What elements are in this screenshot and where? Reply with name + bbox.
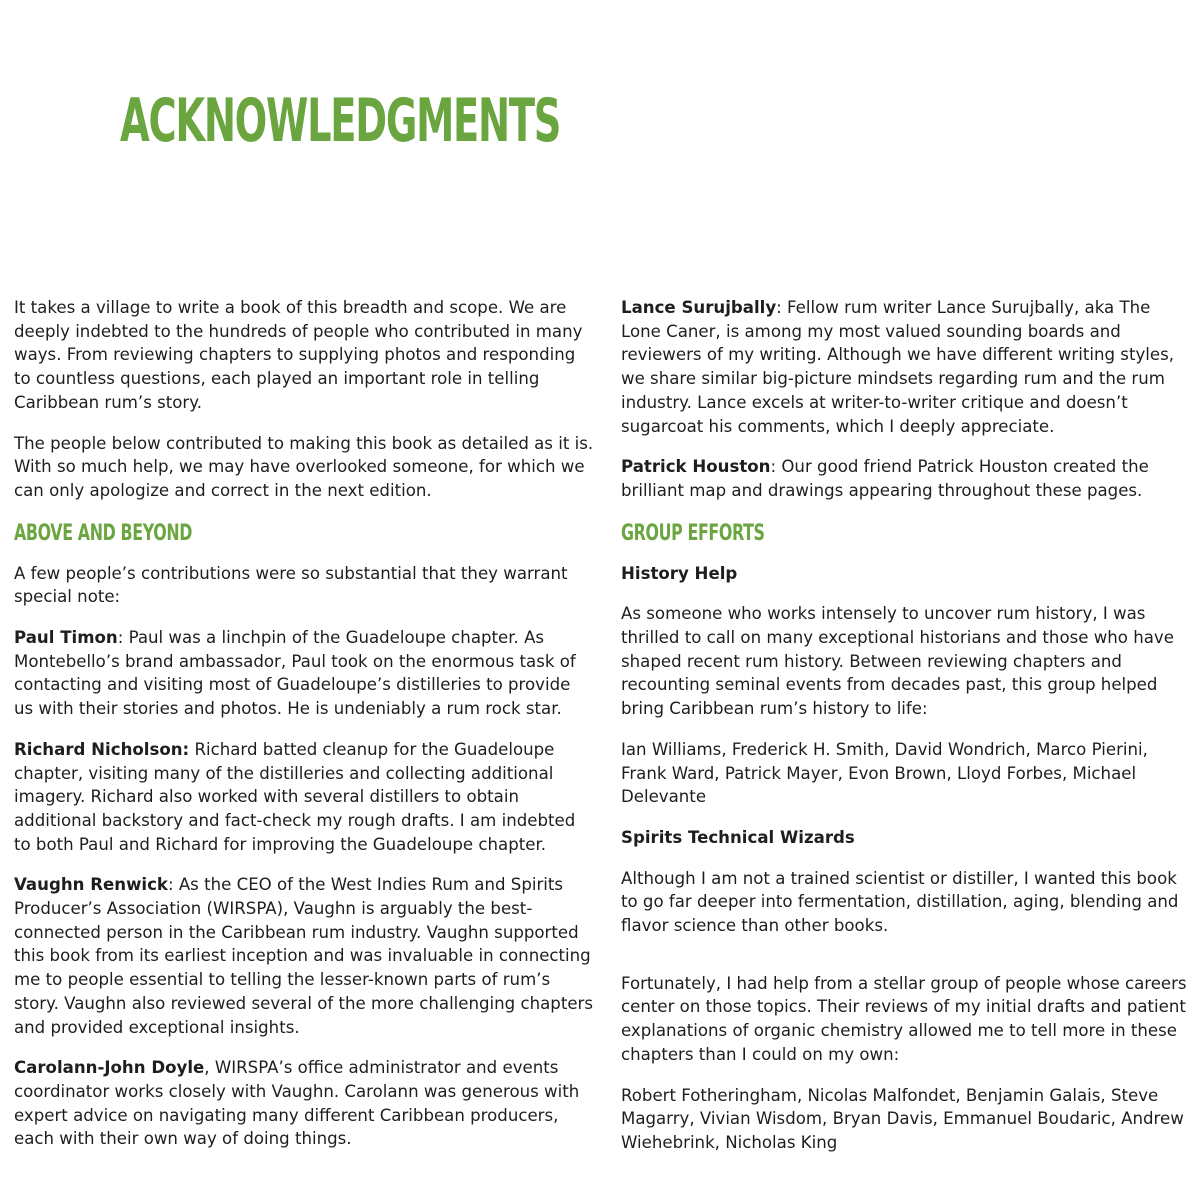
intro-paragraph: It takes a village to write a book of this breadth and scope. We are deeply indebted to the hundreds of people who contributed in many ways. From reviewing chapters to supplying photos and responding to countless questions, each played an important role in telling Caribbean rum’s story. [14, 298, 583, 412]
entry-name: Vaughn Renwick [14, 875, 168, 895]
entry-text: : Paul was a linchpin of the Guadeloupe chapter. As Montebello’s brand ambassador, Paul took on the enormous task of contacting and visiting most of Guadeloupe’s distilleries to provide us with their stories and photos. He is undeniably a rum rock star. [14, 628, 576, 719]
section-intro: A few people’s contributions were so substantial that they warrant special note: [14, 563, 568, 607]
entry-name: Lance Surujbally [621, 298, 777, 317]
entry-vaughn-renwick [14, 873, 594, 1039]
history-paragraph: As someone who works intensely to uncover rum history, I was thrilled to call on many exceptional historians and those who have shaped recent rum history. Between reviewing chapters and recounting seminal events from decades past, this group helped bring Caribbean rum’s history to life: [621, 604, 1174, 719]
intro-paragraph-2: The people below contributed to making this book as detailed as it is. With so much help, we may have overlooked someone, for which we can only apologize and correct in the next edition. [14, 433, 594, 500]
spirits-paragraph-2: Fortunately, I had help from a stellar group of people whose careers center on those topics. Their reviews of my initial drafts and patient explanations of organic chemistry allowed me to tell more in these chapters than I could on my own: [621, 973, 1187, 1064]
entry-lance-surujbally [621, 296, 1195, 438]
history-names: Ian Williams, Frederick H. Smith, David Wondrich, Marco Pierini, Frank Ward, Patrick Mayer, Evon Brown, Lloyd Forbes, Michael Delevante [621, 739, 1148, 807]
entry-carolann-john-doyle [14, 1056, 594, 1151]
section-heading-group-efforts: GROUP EFFORTS [621, 520, 765, 546]
entry-name: Richard Nicholson: [14, 739, 190, 759]
entry-text: , WIRSPA’s office administrator and events coordinator works closely with Vaughn. Carolann was generous with expert advice on navigating many different Caribbean producers, each with their own way of doing things. [14, 1058, 580, 1149]
entry-patrick-houston [621, 455, 1195, 502]
entry-richard-nicholson [14, 738, 594, 857]
entry-text: : As the CEO of the West Indies Rum and Spirits Producer’s Association (WIRSPA), Vaughn is arguably the best-connected person in the Caribbean rum industry. Vaughn supported this book from its earliest inception and was invaluable in connecting me to people essential to telling the lesser-known parts of rum’s story. Vaughn also reviewed several of the more challenging chapters and provided exceptional insights. [14, 875, 594, 1037]
spirits-names: Robert Fotheringham, Nicolas Malfondet, Benjamin Galais, Steve Magarry, Vivian Wisdom, Bryan Davis, Emmanuel Boudaric, Andrew Wiehebrink, Nicholas King [621, 1085, 1184, 1152]
entry-text: Richard batted cleanup for the Guadeloupe chapter, visiting many of the distilleries and collecting additional imagery. Richard also worked with several distillers to obtain additional backstory and fact-check my rough drafts. I am indebted to both Paul and Richard for improving the Guadeloupe chapter. [14, 739, 576, 854]
entry-paul-timon [14, 626, 594, 721]
entry-name: Carolann-John Doyle [14, 1058, 205, 1078]
entry-text: : Fellow rum writer Lance Surujbally, aka The Lone Caner, is among my most valued sounding boards and reviewers of my writing. Although we have different writing styles, we share similar big-picture mindsets regarding rum and the rum industry. Lance excels at writer-to-writer critique and doesn’t sugarcoat his comments, which I deeply appreciate. [621, 298, 1175, 436]
page-title: ACKNOWLEDGMENTS [120, 86, 561, 156]
subheading-history-help: History Help [621, 563, 738, 583]
right-column [621, 296, 1195, 1172]
subheading-spirits-technical-wizards: Spirits Technical Wizards [621, 827, 855, 847]
left-column [14, 296, 594, 1168]
entry-text: : Our good friend Patrick Houston created the brilliant map and drawings appearing throughout these pages. [621, 457, 1149, 500]
entry-name: Patrick Houston [621, 457, 771, 477]
entry-name: Paul Timon [14, 628, 118, 648]
section-heading-above-and-beyond: ABOVE AND BEYOND [14, 520, 193, 546]
spirits-paragraph: Although I am not a trained scientist or distiller, I wanted this book to go far deeper into fermentation, distillation, aging, blending and flavor science than other books. [621, 868, 1179, 936]
